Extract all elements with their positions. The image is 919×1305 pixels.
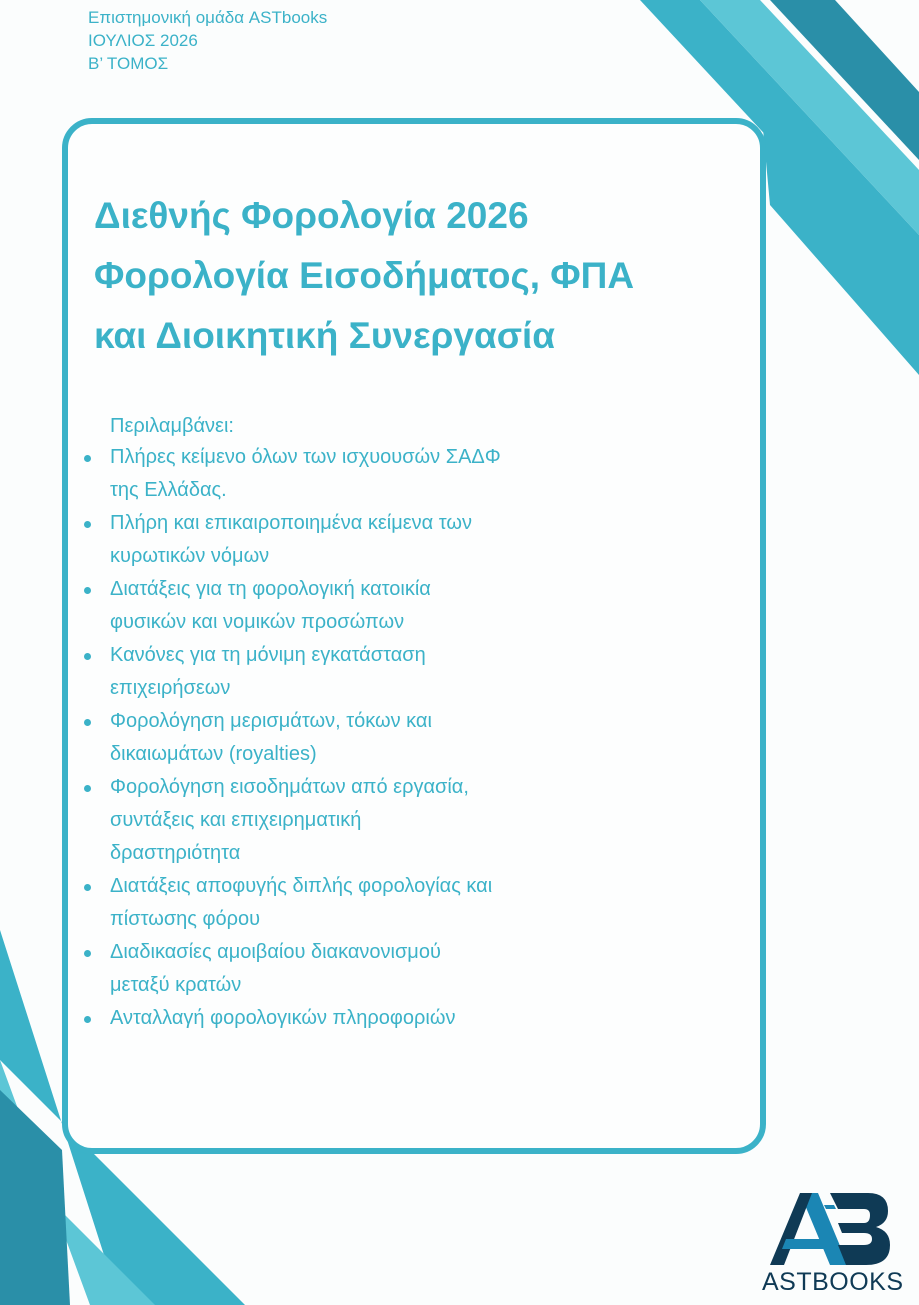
list-item bbox=[81, 573, 501, 639]
list-item-text: δικαιωμάτων (royalties) bbox=[110, 743, 317, 765]
contents-list bbox=[81, 441, 501, 1035]
list-item-text: μεταξύ κρατών bbox=[110, 974, 242, 996]
list-item-text: Διαδικασίες αμοιβαίου διακανονισμού bbox=[110, 941, 441, 963]
list-item bbox=[81, 441, 501, 507]
list-item-text: Φορολόγηση μερισμάτων, τόκων και bbox=[110, 710, 432, 732]
list-item-text: Ανταλλαγή φορολογικών πληροφοριών bbox=[110, 1007, 456, 1029]
list-item-text: Διατάξεις για τη φορολογική κατοικία bbox=[110, 578, 431, 600]
list-item bbox=[81, 507, 501, 573]
header bbox=[88, 6, 327, 75]
list-item-text: Διατάξεις αποφυγής διπλής φορολογίας και bbox=[110, 875, 493, 897]
publisher-group: Επιστημονική ομάδα ASTbooks bbox=[88, 8, 328, 27]
contents-intro: Περιλαμβάνει: bbox=[110, 415, 234, 437]
list-item-text: Φορολόγηση εισοδημάτων από εργασία, bbox=[110, 776, 469, 798]
list-item-text: Κανόνες για τη μόνιμη εγκατάσταση bbox=[110, 644, 426, 666]
list-item-text: δραστηριότητα bbox=[110, 842, 241, 864]
volume-label: Β’ ΤΟΜΟΣ bbox=[88, 54, 169, 73]
list-item bbox=[81, 771, 501, 870]
list-item-text: Πλήρη και επικαιροποιημένα κείμενα των bbox=[110, 512, 472, 534]
title-line-1: Διεθνής Φορολογία 2026 bbox=[94, 195, 529, 236]
publication-date: ΙΟΥΛΙΟΣ 2026 bbox=[88, 31, 198, 50]
title-line-3: και Διοικητική Συνεργασία bbox=[94, 315, 556, 356]
list-item bbox=[81, 870, 501, 936]
list-item-text: της Ελλάδας. bbox=[110, 479, 227, 501]
title-line-2: Φορολογία Εισοδήματος, ΦΠΑ bbox=[94, 255, 635, 296]
list-item bbox=[81, 705, 501, 771]
list-item bbox=[81, 1002, 501, 1035]
list-item-text: κυρωτικών νόμων bbox=[110, 545, 270, 567]
list-item-text: επιχειρήσεων bbox=[110, 677, 231, 699]
list-item-text: συντάξεις και επιχειρηματική bbox=[110, 809, 362, 831]
list-item-text: φυσικών και νομικών προσώπων bbox=[110, 611, 405, 633]
logo-wordmark: ASTBOOKS bbox=[762, 1268, 904, 1296]
book-title bbox=[94, 186, 634, 366]
stripe-bottom-left-3 bbox=[0, 1090, 70, 1305]
list-item-text: Πλήρες κείμενο όλων των ισχυουσών ΣΑΔΦ bbox=[110, 446, 501, 468]
list-item-text: πίστωσης φόρου bbox=[110, 908, 261, 930]
list-item bbox=[81, 639, 501, 705]
list-item bbox=[81, 936, 501, 1002]
